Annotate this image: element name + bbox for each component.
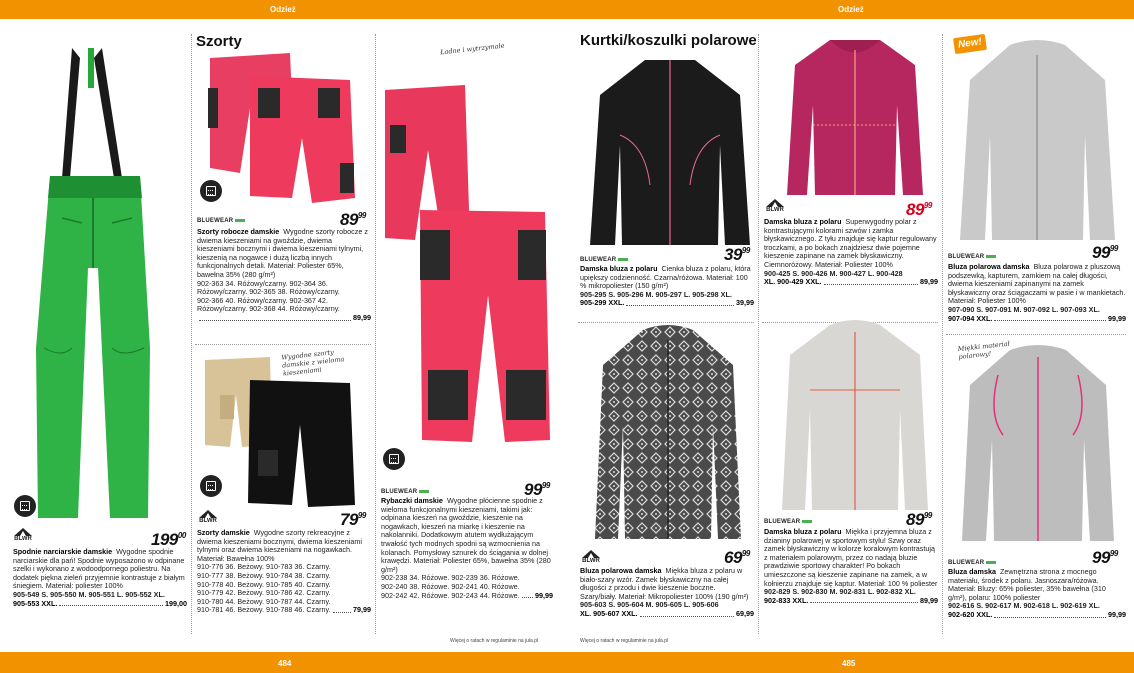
column-divider	[758, 34, 759, 634]
description-shorts: Szorty damskie Wygodne szorty rekreacyjne z dwiema kieszeniami bocznymi, dwiema kieszeniami tylnymi oraz dwiema kieszeniami na nogawkach. Materiał: Bawełna 100% 910-776 36. Beżowy. 910-783 36. Czarny. 910-777 38. Beżowy. 910-784 38. Czarny. 910-778 40. Beżowy. 910-785 40. Czarny. 910-779 42. Beżowy. 910-786 42. Czarny. 910-780 44. Beżowy. 910-787 44. Czarny. 910-781 46. Beżowy. 910-788 46. Czarny. 79,99	[197, 528, 371, 615]
price-hoodie: $99^{99}$	[1092, 548, 1118, 567]
description-fleece-pattern: Bluza polarowa damska Miękka bluza z polaru w biało-szary wzór. Zamek błyskawiczny na całej długości z przodu i dwie kieszenie boczne. Szary/biały. Materiał: Mikropoliester 100% (190 g/m²) 905-603 S. 905-604 M. 905-605 L. 905-606 XL. 905-607 XXL. 69,99	[580, 566, 754, 618]
description-fleece-light: Damska bluza z polaru Miękka i przyjemna bluza z dzianiny polarowej w sportowym stylu! Szwy oraz zamek błyskawiczny w kolorze koralowym kontrastują z materiałem polarowym, przez co nadają bluzie prawdziwie sportowy charakter! Po bokach umieszczone są kieszenie zapinane na zamek, a w kołnierzu znajduje się kaptur. Materiał: 100 % poliester 902-829 S. 902-830 M. 902-831 L. 902-832 XL. 902-833 XXL. 89,99	[764, 527, 938, 605]
price-fleece-black: $39^{99}$	[724, 245, 750, 264]
description-fleece-pink: Damska bluza z polaru Superwygodny polar z kontrastującymi kolorami szwów i zamka błyskawicznego. Z tyłu znajduje się kaptur regulowany troczkami, a po bokach znajdziesz dwie pojemne kieszenie zapinane na zamek błyskawiczny. Ciemnoróżowy. Materiał: Poliester 100% 900-425 S. 900-426 M. 900-427 L. 900-428 XL. 900-429 XXL. 89,99	[764, 217, 938, 287]
fleece-grey-image	[955, 40, 1120, 245]
price-fleece-pattern: $69^{99}$	[724, 548, 750, 567]
price-fleece-light: $89^{99}$	[906, 510, 932, 529]
price-capris: $99^{99}$	[524, 480, 550, 499]
calendar-icon	[206, 481, 216, 491]
footer-bar	[0, 652, 1134, 673]
description-capris: Rybaczki damskie Wygodne płócienne spodnie z wieloma funkcjonalnymi kieszeniami, takimi jak: odpinana kieszeń na gwoździe, kieszenie na nogawkach, kieszeń na miarkę i kieszenie na nakolanniki. Dodatkowym atutem wydłużającym trwałość tych modnych spodni są wzmocnienia na kolanach. Pomysłowy sznurek do ściągania w dolnej krawędzi. Materiał: Poliester 65%, bawełna 35% (280 g/m²) 902-238 34. Różowe. 902-239 36. Różowe. 902-240 38. Różowe. 902-241 40. Różowe. 902-242 42. Różowe. 902-243 44. Różowe. 99,99	[381, 496, 553, 600]
header-bar	[0, 0, 1134, 19]
installment-note: Więcej o ratach w regulaminie na jula.pl	[580, 638, 669, 644]
fleece-light-image	[780, 320, 930, 515]
column-divider	[942, 34, 943, 634]
ski-pants-image	[22, 48, 162, 523]
description-fleece-black: Damska bluza z polaru Cienka bluza z polaru, która upiększy codzienność. Czarna/różowa. Materiał: 100 % mikropoliester (150 g/m²) 905-295 S. 905-296 M. 905-297 L. 905-298 XL. 905-299 XXL. 39,99	[580, 264, 754, 308]
handwritten-note: Miękki materiał polarowy!	[957, 339, 1011, 362]
new-badge: New!	[953, 34, 987, 54]
seasonal-badge	[14, 495, 36, 517]
installment-note: Więcej o ratach w regulaminie na jula.pl	[450, 638, 539, 644]
seasonal-badge	[200, 180, 222, 202]
bluewear-logo: BLUEWEAR	[197, 218, 245, 224]
blwr-logo: BLWR	[197, 510, 219, 524]
header-label-left: Odzież	[270, 5, 296, 14]
mountain-icon	[199, 510, 217, 518]
seasonal-badge	[383, 448, 405, 470]
fleece-black-image	[590, 55, 750, 250]
description-work-shorts: Szorty robocze damskie Wygodne szorty robocze z dwiema kieszeniami na gwoździe, dwiema kieszeniami bocznymi i dwiema kieszeniami tylnymi, kieszenią na nogawce i dużą liczbą innych funkcjonalnych detali. Materiał: Poliester 65%, bawełna 35% (280 g/m²) 902-363 34. Różowy/czarny. 902-364 36. Różowy/czarny. 902-365 38. Różowy/czarny. 902-366 40. Różowy/czarny. 902-367 42. Różowy/czarny. 902-368 44. Różowy/czarny. 89,99	[197, 227, 371, 322]
blwr-logo: BLWR	[764, 199, 786, 213]
row-divider	[195, 344, 371, 345]
blwr-logo: BLWR	[580, 550, 602, 564]
price-work-shorts: $89^{99}$	[340, 210, 366, 229]
description-ski-pants: Spodnie narciarskie damskie Wygodne spodnie narciarskie dla pań! Spodnie wyposażono w odpinane szelki i wykonano z wodoodpornego poliestru. Na dodatek piękna zieleń przyjemnie kontrastuje z białym śniegiem. Materiał: poliester 100% 905-549 S. 905-550 M. 905-551 L. 905-552 XL. 905-553 XXL. 199,00	[13, 547, 187, 608]
header-label-right: Odzież	[838, 5, 864, 14]
handwritten-note: Ładne i wytrzymałe	[439, 41, 505, 57]
capris-image	[380, 80, 555, 450]
calendar-icon	[20, 501, 30, 511]
calendar-icon	[206, 186, 216, 196]
bluewear-logo: BLUEWEAR	[948, 560, 996, 566]
blwr-logo: BLWR	[12, 528, 34, 542]
section-title-shorts: Szorty	[196, 33, 242, 50]
description-fleece-grey: Bluza polarowa damska Bluza polarowa z pluszową podszewką, kapturem, zamkiem na całej długości, dwiema kieszeniami zapinanymi na zamek błyskawiczny oraz ściągaczami w pasie i w mankietach. Materiał: Poliester 100% 907-090 S. 907-091 M. 907-092 L. 907-093 XL. 907-094 XXL. 99,99	[948, 262, 1126, 323]
row-divider	[946, 334, 1126, 335]
row-divider	[578, 322, 754, 323]
mountain-icon	[766, 199, 784, 207]
description-hoodie: Bluza damska Zewnętrzna strona z mocnego materiału, środek z polaru. Jasnoszara/różowa. Materiał: Bluzy: 65% poliester, 35% bawełna (310 g/m²), polaru: 100% poliester 902-616 S. 902-617 M. 902-618 L. 902-619 XL. 902-620 XXL. 99,99	[948, 567, 1126, 619]
mountain-icon	[582, 550, 600, 558]
work-shorts-image	[200, 48, 360, 208]
bluewear-logo: BLUEWEAR	[580, 257, 628, 263]
seasonal-badge	[200, 475, 222, 497]
shorts-image	[200, 355, 360, 515]
bluewear-logo: BLUEWEAR	[381, 489, 429, 495]
page-number-right: 485	[842, 659, 856, 668]
calendar-icon	[389, 454, 399, 464]
mountain-icon	[14, 528, 32, 536]
section-title-fleece: Kurtki/koszulki polarowe	[580, 32, 757, 49]
page-number-left: 484	[278, 659, 292, 668]
price-shorts: $79^{99}$	[340, 510, 366, 529]
fleece-pink-image	[785, 35, 925, 200]
handwritten-note: Wygodne szorty damskie z wieloma kieszeniami	[280, 348, 345, 378]
price-fleece-grey: $99^{99}$	[1092, 243, 1118, 262]
hoodie-image	[958, 345, 1118, 545]
bluewear-logo: BLUEWEAR	[948, 254, 996, 260]
bluewear-logo: BLUEWEAR	[764, 519, 812, 525]
column-divider	[191, 34, 192, 634]
price-ski-pants: $199^{00}$	[151, 530, 186, 549]
price-fleece-pink: $89^{99}$	[906, 200, 932, 219]
fleece-pattern-image	[593, 325, 743, 543]
column-divider	[375, 34, 376, 634]
